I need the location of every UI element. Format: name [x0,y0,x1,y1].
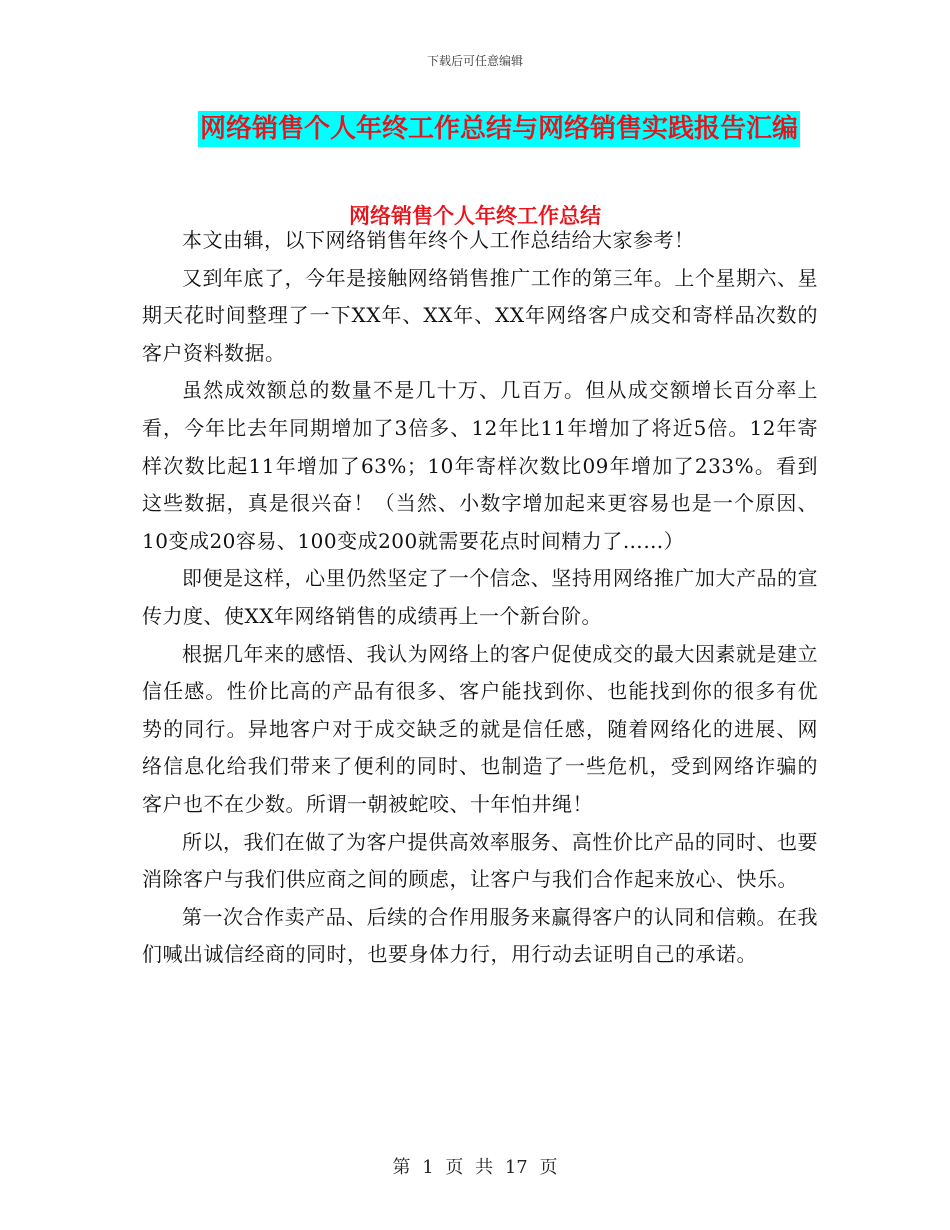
paragraph: 所以，我们在做了为客户提供高效率服务、高性价比产品的同时、也要消除客户与我们供应商之间的顾虑，让客户与我们合作起来放心、快乐。 [142,829,818,892]
paragraph: 本文由辑，以下网络销售年终个人工作总结给大家参考！ [182,228,695,252]
document-title: 网络销售个人年终工作总结与网络销售实践报告汇编 [198,111,800,147]
paragraph: 虽然成效额总的数量不是几十万、几百万。但从成交额增长百分率上看，今年比去年同期增加了3倍多、12年比11年增加了将近5倍。12年寄样次数比起11年增加了63%；10年寄样次数比09年增加了233%。看到这些数据，真是很兴奋！（当然、小数字增加起来更容易也是一个原因、10变成20容易、100变成200就需要花点时间精力了……） [142,378,818,553]
paragraph: 即便是这样，心里仍然坚定了一个信念、坚持用网络推广加大产品的宣传力度、使XX年网络销售的成绩再上一个新台阶。 [142,566,818,628]
paragraph: 第一次合作卖产品、后续的合作用服务来赢得客户的认同和信赖。在我们喊出诚信经商的同时，也要身体力行，用行动去证明自己的承诺。 [142,904,818,967]
section-title: 网络销售个人年终工作总结 [349,204,601,228]
page-number: 第 1 页 共 17 页 [392,1157,558,1178]
body-text [142,222,818,974]
document-title-container [0,111,950,147]
header-note: 下载后可任意编辑 [426,54,523,68]
paragraph: 又到年底了，今年是接触网络销售推广工作的第三年。上个星期六、星期天花时间整理了一下XX年、XX年、XX年网络客户成交和寄样品次数的客户资料数据。 [142,265,818,365]
paragraph: 根据几年来的感悟、我认为网络上的客户促使成交的最大因素就是建立信任感。性价比高的产品有很多、客户能找到你、也能找到你的很多有优势的同行。异地客户对于成交缺乏的就是信任感，随着网络化的进展、网络信息化给我们带来了便利的同时、也制造了一些危机，受到网络诈骗的客户也不在少数。所谓一朝被蛇咬、十年怕井绳！ [142,641,818,816]
